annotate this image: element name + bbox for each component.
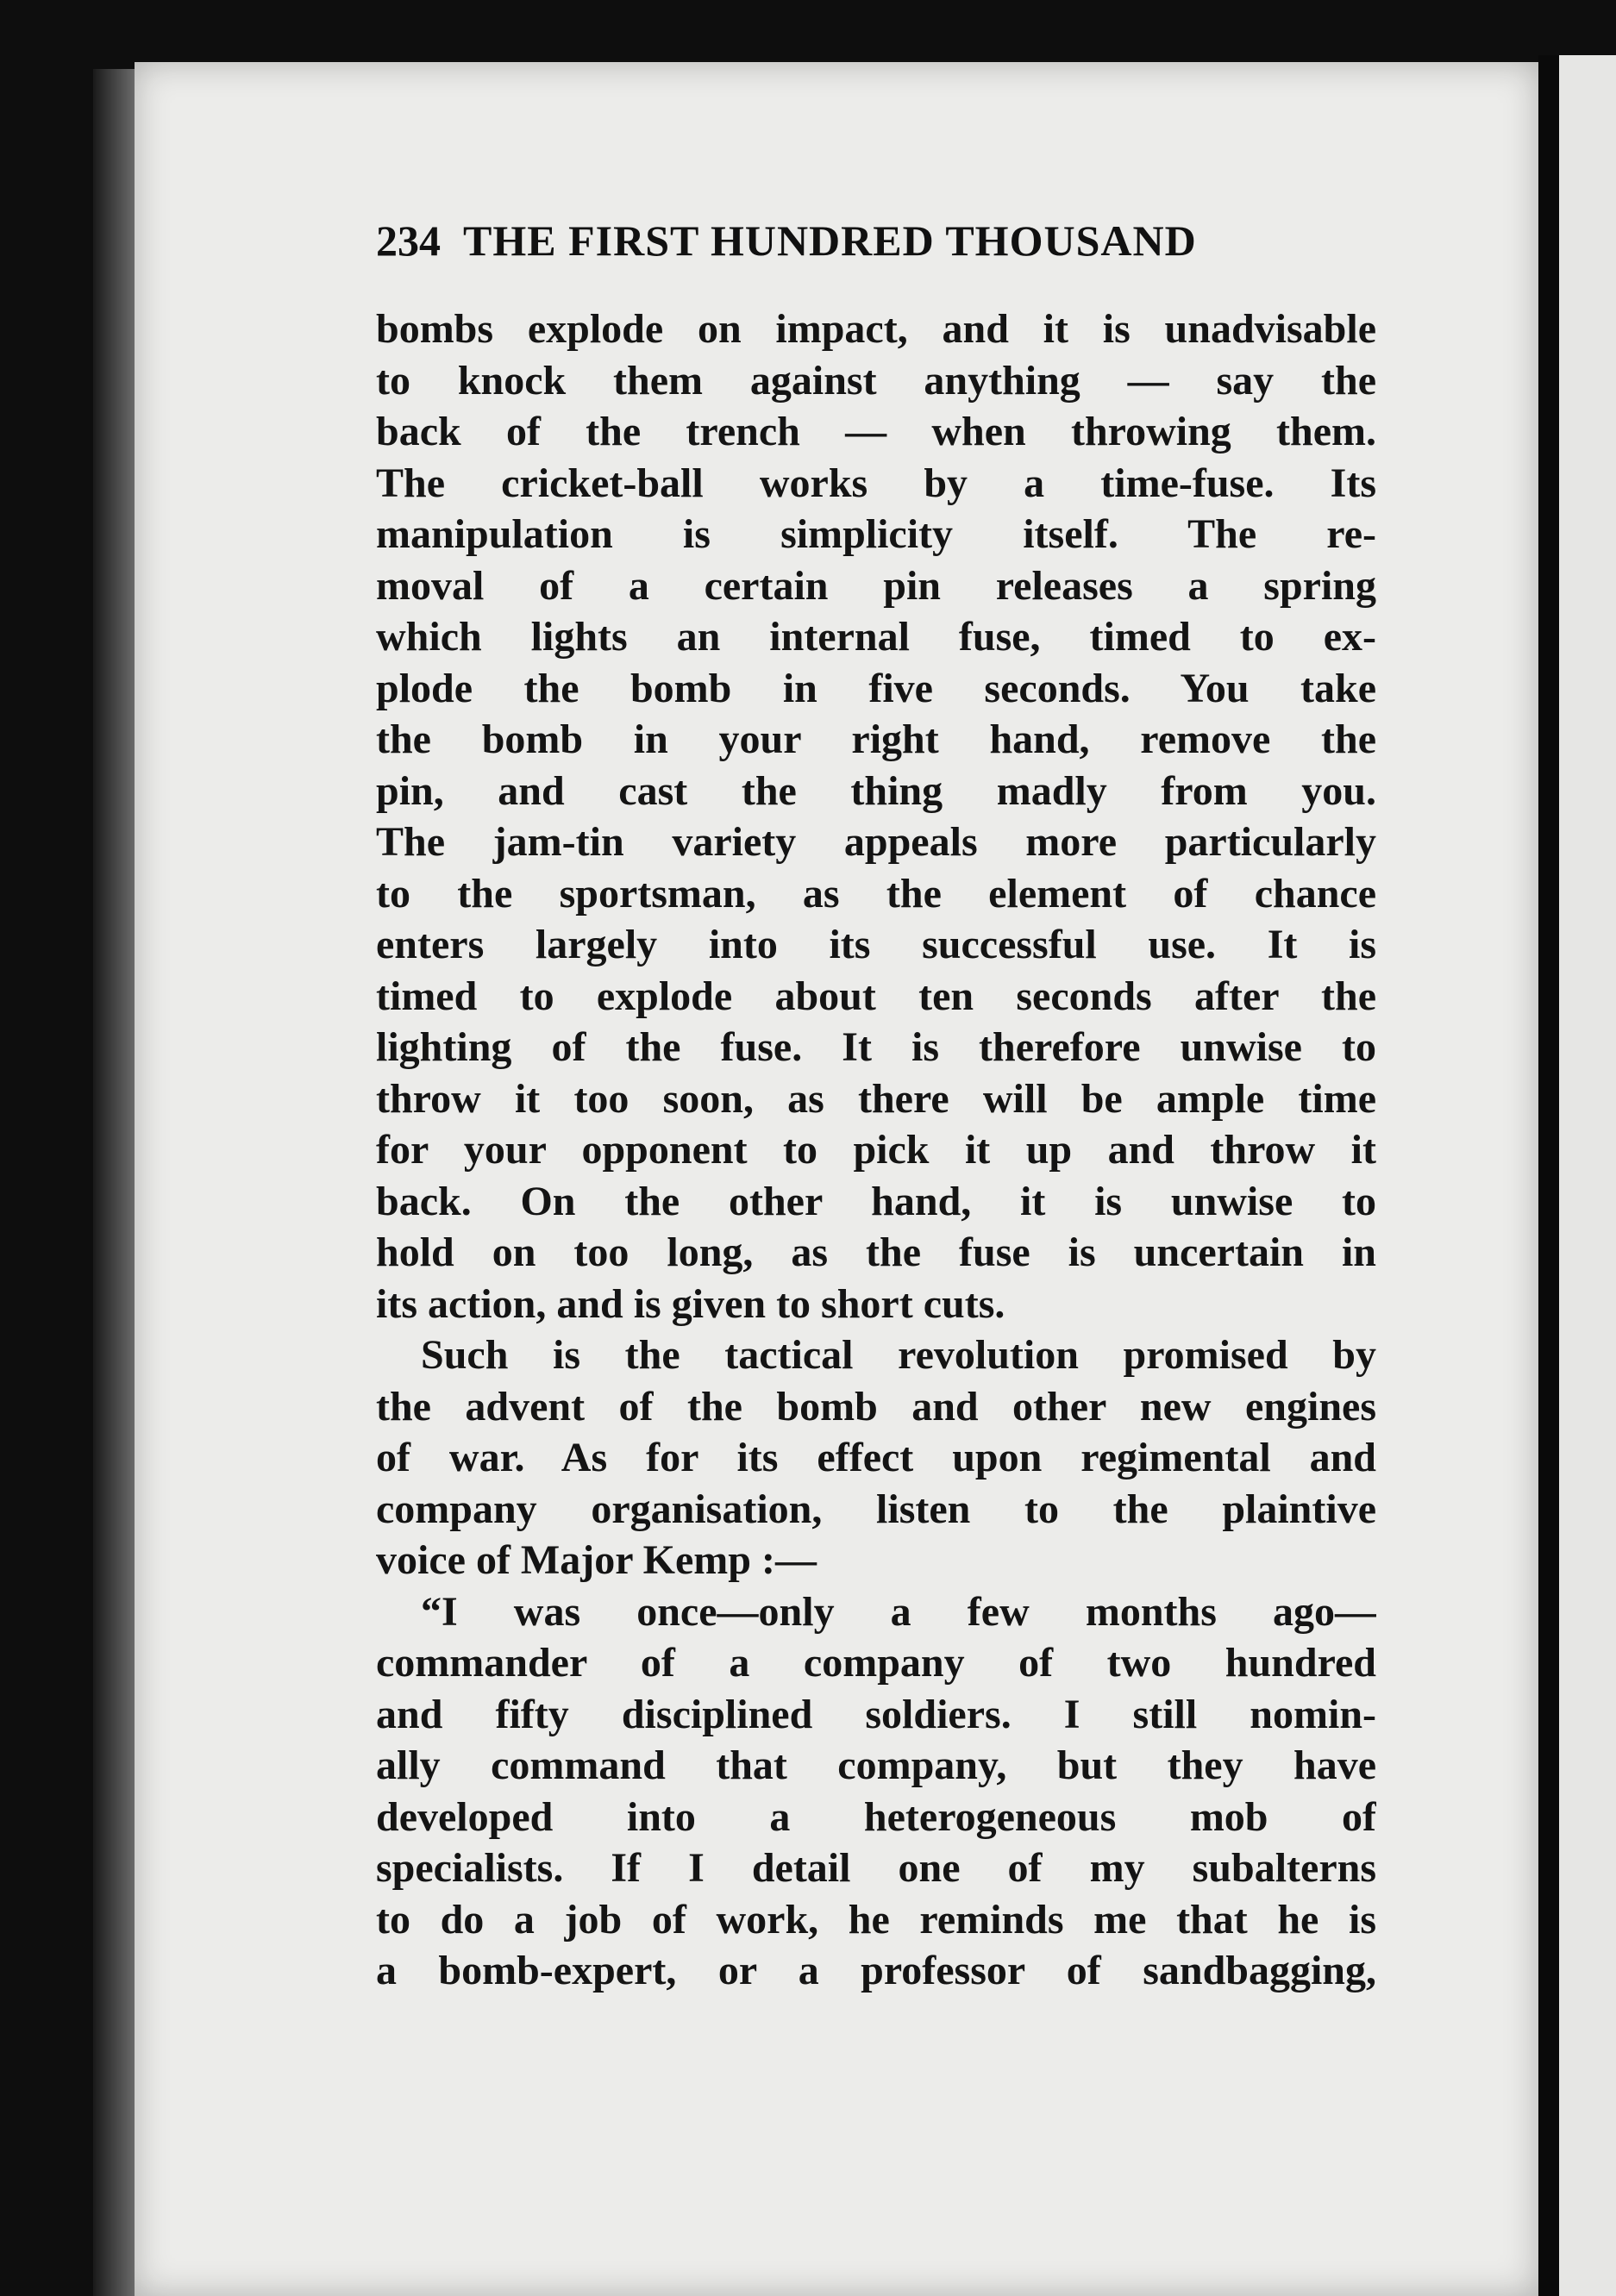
text-line: the bomb in your right hand, remove the <box>376 716 1376 762</box>
text-line: developed into a heterogeneous mob of <box>376 1793 1376 1840</box>
page-gutter-shadow <box>1538 55 1559 2296</box>
text-line: bombs explode on impact, and it is unadvisable <box>376 306 1376 352</box>
text-line: to do a job of work, he reminds me that he is <box>376 1896 1376 1943</box>
text-line: enters largely into its successful use. It is <box>376 922 1376 967</box>
text-line: manipulation is simplicity itself. The re- <box>376 511 1376 557</box>
text-line: lighting of the fuse. It is therefore unwise to <box>376 1024 1376 1070</box>
page-number: 234 <box>376 216 441 265</box>
text-line: specialists. If I detail one of my subalterns <box>376 1845 1376 1891</box>
text-line: The jam-tin variety appeals more particularly <box>376 819 1376 865</box>
text-line: Such is the tactical revolution promised by <box>421 1332 1376 1378</box>
book-spine-edge <box>93 69 135 2296</box>
text-line: moval of a certain pin releases a spring <box>376 562 1376 609</box>
page-header <box>376 216 1325 276</box>
text-line: The cricket-ball works by a time-fuse. Its <box>376 460 1376 506</box>
text-line: to the sportsman, as the element of chance <box>376 870 1376 917</box>
text-line: voice of Major Kemp :— <box>376 1537 817 1583</box>
text-line: throw it too soon, as there will be ample time <box>376 1075 1376 1122</box>
running-title: THE FIRST HUNDRED THOUSAND <box>463 216 1197 265</box>
text-line: pin, and cast the thing madly from you. <box>376 767 1376 814</box>
text-line: timed to explode about ten seconds after the <box>376 973 1376 1019</box>
next-page-edge <box>1559 55 1616 2296</box>
text-line: its action, and is given to short cuts. <box>376 1280 1005 1327</box>
body-text <box>376 303 1376 1997</box>
text-line: ally command that company, but they have <box>376 1742 1376 1788</box>
text-line: back of the trench — when throwing them. <box>376 409 1376 454</box>
text-line: plode the bomb in five seconds. You take <box>376 665 1376 711</box>
text-line: of war. As for its effect upon regimental and <box>376 1435 1376 1480</box>
text-line: commander of a company of two hundred <box>376 1640 1376 1686</box>
text-line: for your opponent to pick it up and throw it <box>376 1127 1376 1173</box>
text-line: back. On the other hand, it is unwise to <box>376 1178 1376 1224</box>
text-line: a bomb-expert, or a professor of sandbagging, <box>376 1948 1376 1993</box>
text-line: company organisation, listen to the plaintive <box>376 1486 1376 1532</box>
text-line: hold on too long, as the fuse is uncertain in <box>376 1229 1376 1275</box>
text-line: the advent of the bomb and other new engines <box>376 1383 1376 1430</box>
text-line: and fifty disciplined soldiers. I still nomin- <box>376 1691 1376 1737</box>
text-line: “I was once—only a few months ago— <box>421 1588 1376 1635</box>
text-line: which lights an internal fuse, timed to ex- <box>376 614 1376 660</box>
text-line: to knock them against anything — say the <box>376 357 1376 404</box>
